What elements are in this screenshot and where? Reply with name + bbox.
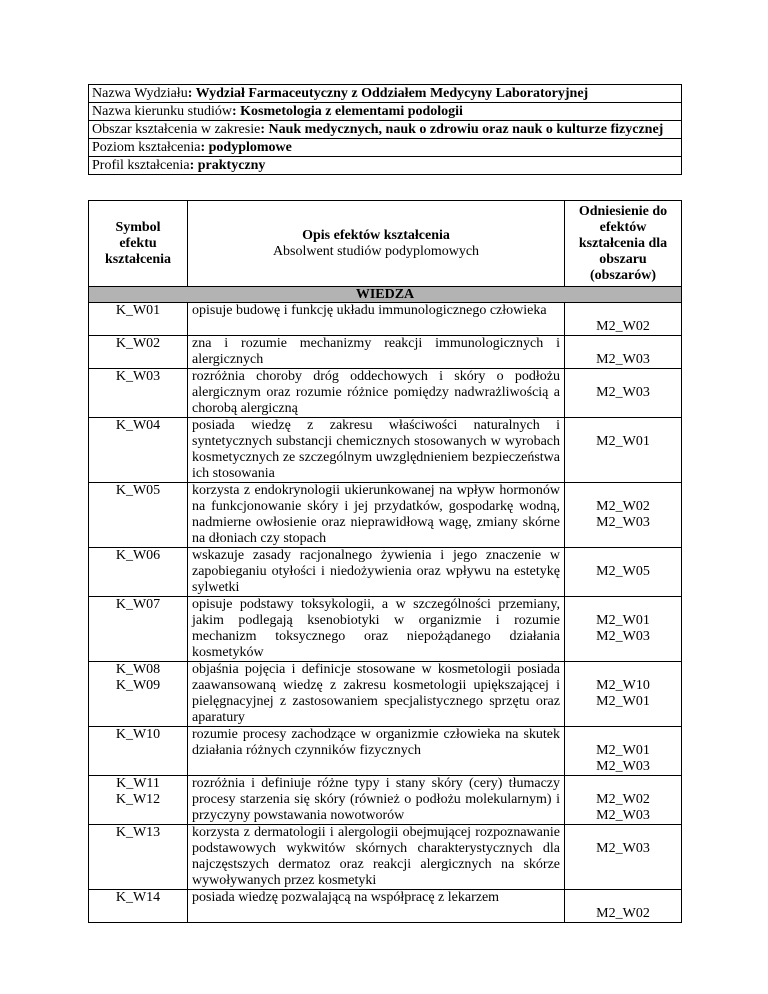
ref-spacer: [565, 597, 681, 613]
description-cell: posiada wiedzę z zakresu właściwości naturalnych i syntetycznych substancji chemicznych stosowanych w wyrobach kosmetycznych ze szczególnym uwzględnieniem bezpieczeństwa ich stosowania: [188, 418, 565, 483]
ref-spacer: [565, 303, 681, 319]
symbol-cell: [89, 825, 188, 890]
symbol-cell: [89, 662, 188, 727]
ref-spacer: [565, 890, 681, 906]
area-reference: M2_W02: [596, 906, 650, 921]
info-value: Kosmetologia z elementami podologii: [240, 104, 463, 119]
table-row: [89, 336, 682, 369]
outcome-symbol: K_W06: [115, 548, 161, 563]
ref-spacer: [565, 418, 681, 434]
table-header-row: [89, 201, 682, 287]
symbol-cell: [89, 548, 188, 597]
area-reference: M2_W03: [596, 808, 650, 823]
info-sep: :: [189, 158, 198, 173]
description-cell: rozumie procesy zachodzące w organizmie człowieka na skutek działania różnych czynników fizycznych: [188, 727, 565, 776]
outcome-symbol: K_W09: [115, 678, 161, 693]
symbol-cell: [89, 597, 188, 662]
area-reference: M2_W03: [596, 629, 650, 644]
symbol-cell: [89, 336, 188, 369]
reference-cell: [565, 890, 682, 923]
info-sep: :: [200, 140, 209, 155]
description-cell: wskazuje zasady racjonalnego żywienia i jego znaczenie w zapobieganiu otyłości i niedożywienia oraz wpływu na estetykę sylwetki: [188, 548, 565, 597]
table-row: [89, 662, 682, 727]
reference-cell: [565, 303, 682, 336]
ref-spacer: [565, 662, 681, 678]
info-label: Nazwa Wydziału: [92, 86, 188, 101]
area-reference: M2_W02: [596, 499, 650, 514]
header-desc-title: Opis efektów kształcenia: [302, 227, 450, 243]
outcome-symbol: K_W10: [115, 727, 161, 742]
area-reference: M2_W03: [596, 841, 650, 856]
description-cell: opisuje podstawy toksykologii, a w szczególności przemiany, jakim podlegają ksenobiotyki w organizmie i rozumie mechanizm toksycznego oraz niepożądanego działania kosmetyków: [188, 597, 565, 662]
info-label: Obszar kształcenia w zakresie: [92, 122, 261, 137]
area-reference: M2_W02: [596, 792, 650, 807]
area-reference: M2_W05: [596, 564, 650, 579]
symbol-cell: [89, 418, 188, 483]
table-row: [89, 483, 682, 548]
section-row: [89, 287, 682, 303]
area-reference: M2_W10: [596, 678, 650, 693]
table-row: [89, 727, 682, 776]
area-reference: M2_W03: [596, 385, 650, 400]
ref-spacer: [565, 369, 681, 385]
info-sep: :: [187, 86, 196, 101]
info-value: podyplomowe: [208, 140, 292, 155]
ref-spacer: [565, 548, 681, 564]
reference-cell: [565, 825, 682, 890]
description-cell: objaśnia pojęcia i definicje stosowane w kosmetologii posiada zaawansowaną wiedzę z zakresu kosmetologii upiększającej i pielęgnacyjnej z zastosowaniem specjalistycznego sprzętu oraz aparatury: [188, 662, 565, 727]
table-row: [89, 369, 682, 418]
symbol-cell: [89, 303, 188, 336]
outcome-symbol: K_W03: [115, 369, 161, 384]
area-reference: M2_W01: [596, 613, 650, 628]
area-reference: M2_W03: [596, 759, 650, 774]
section-title: WIEDZA: [89, 287, 682, 303]
ref-spacer: [565, 776, 681, 792]
reference-cell: [565, 418, 682, 483]
outcome-symbol: K_W05: [115, 483, 161, 498]
outcome-symbol: K_W13: [115, 825, 161, 840]
outcome-symbol: K_W08: [115, 662, 161, 677]
symbol-cell: [89, 776, 188, 825]
info-row-profile: [89, 157, 681, 175]
info-value: Nauk medycznych, nauk o zdrowiu oraz nauk o kulturze fizycznej: [268, 122, 664, 137]
table-row: [89, 890, 682, 923]
description-cell: zna i rozumie mechanizmy reakcji immunologicznych i alergicznych: [188, 336, 565, 369]
description-cell: rozróżnia choroby dróg oddechowych i skóry o podłożu alergicznym oraz rozumie różnice pomiędzy nadwrażliwością a chorobą alergiczną: [188, 369, 565, 418]
description-cell: rozróżnia i definiuje różne typy i stany skóry (cery) tłumaczy procesy starzenia się skóry (również o podłożu molekularnym) i przyczyny powstawania nowotworów: [188, 776, 565, 825]
reference-cell: [565, 548, 682, 597]
info-row-level: [89, 139, 681, 157]
header-desc-sub: Absolwent studiów podyplomowych: [272, 243, 480, 259]
reference-cell: [565, 597, 682, 662]
info-label: Nazwa kierunku studiów: [92, 104, 232, 119]
outcome-symbol: K_W14: [115, 890, 161, 905]
outcome-symbol: K_W11: [116, 776, 160, 791]
table-row: [89, 597, 682, 662]
info-row-field: [89, 103, 681, 121]
reference-cell: [565, 369, 682, 418]
area-reference: M2_W01: [596, 743, 650, 758]
description-cell: posiada wiedzę pozwalającą na współpracę z lekarzem: [188, 890, 565, 923]
reference-cell: [565, 483, 682, 548]
description-cell: opisuje budowę i funkcję układu immunologicznego człowieka: [188, 303, 565, 336]
info-value: Wydział Farmaceutyczny z Oddziałem Medycyny Laboratoryjnej: [195, 86, 589, 101]
ref-spacer: [565, 825, 681, 841]
outcome-symbol: K_W01: [115, 303, 161, 318]
table-row: [89, 776, 682, 825]
reference-cell: [565, 727, 682, 776]
table-row: [89, 825, 682, 890]
info-row-faculty: [89, 85, 681, 103]
area-reference: M2_W03: [596, 515, 650, 530]
symbol-cell: [89, 890, 188, 923]
info-value: praktyczny: [197, 158, 266, 173]
info-sep: :: [231, 104, 241, 119]
reference-cell: [565, 662, 682, 727]
ref-spacer: [565, 336, 681, 352]
table-row: [89, 548, 682, 597]
reference-cell: [565, 336, 682, 369]
outcome-symbol: K_W02: [115, 336, 161, 351]
header-description: [188, 201, 565, 287]
ref-spacer: [565, 727, 681, 743]
area-reference: M2_W01: [596, 694, 650, 709]
description-cell: korzysta z dermatologii i alergologii obejmującej rozpoznawanie podstawowych wykwitów skórnych charakterystycznych dla najczęstszych dermatoz oraz reakcji alergicznych na skórze wywoływanych przez kosmetyki: [188, 825, 565, 890]
table-row: [89, 418, 682, 483]
symbol-cell: [89, 483, 188, 548]
outcome-symbol: K_W12: [115, 792, 161, 807]
header-symbol: Symbol efektu kształcenia: [89, 201, 188, 287]
info-label: Poziom kształcenia: [92, 140, 201, 155]
area-reference: M2_W01: [596, 434, 650, 449]
ref-spacer: [565, 483, 681, 499]
reference-cell: [565, 776, 682, 825]
info-row-area: [89, 121, 681, 139]
symbol-cell: [89, 727, 188, 776]
faculty-info-box: [88, 84, 682, 175]
info-sep: :: [260, 122, 269, 137]
learning-outcomes-table: [88, 200, 682, 923]
table-row: [89, 303, 682, 336]
symbol-cell: [89, 369, 188, 418]
area-reference: M2_W03: [596, 352, 650, 367]
area-reference: M2_W02: [596, 319, 650, 334]
info-label: Profil kształcenia: [92, 158, 190, 173]
outcome-symbol: K_W07: [115, 597, 161, 612]
header-reference: Odniesienie do efektów kształcenia dla obszaru (obszarów): [565, 201, 682, 287]
description-cell: korzysta z endokrynologii ukierunkowanej na wpływ hormonów na funkcjonowanie skóry i jej przydatków, gospodarkę wodną, nadmierne owłosienie oraz nieprawidłową wagę, zmiany skórne na dłoniach czy stopach: [188, 483, 565, 548]
outcome-symbol: K_W04: [115, 418, 161, 433]
